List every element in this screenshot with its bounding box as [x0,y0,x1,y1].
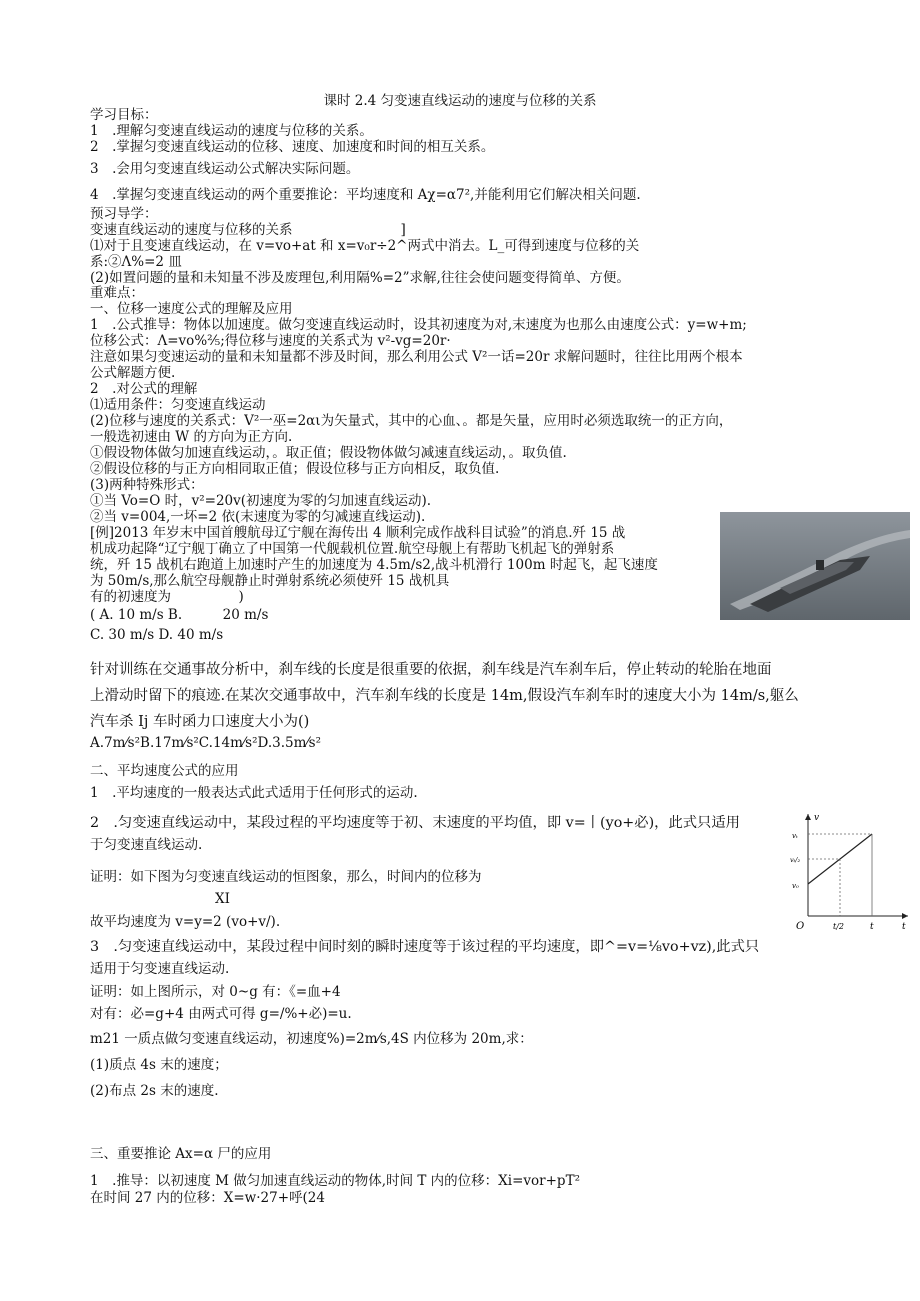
graph-y-arrow [805,814,811,820]
section-heading: 一、位移一速度公式的理解及应用 [90,301,293,317]
text-line: 上滑动时留下的痕迹.在某次交通事故中，汽车刹车线的长度是 14m,假设汽车刹车时的速度大小为 14m/s,躯么 [90,688,799,704]
text-line: 3 .匀变速直线运动中，某段过程中间时刻的瞬时速度等于该过程的平均速度，即^=v=⅛vo+vz),此式只 [90,939,760,955]
text-line: 1 .公式推导：物体以加速度。做匀变速直线运动时，设其初速度为对,末速度为也那么由速度公式：y=w+m; [90,317,747,333]
example-line: 统，歼 15 战机右跑道上加速时产生的加速度为 4.5m/s2,战斗机滑行 100m 时起飞，起飞速度 [90,557,658,573]
graph-label-vmid: vₜ/₂ [790,856,801,864]
text-line: ②假设位移的与正方向相同取正值；假设位移与正方向相反，取负值. [90,461,500,477]
text-line: 一般选初速由 W 的方向为正方向. [90,429,293,445]
text-line: 1 .推导：以初速度 M 做匀加速直线运动的物体,时间 T 内的位移：Xi=vor+pT² [90,1173,580,1189]
text-line: 1 .平均速度的一般表达式此式适用于任何形式的运动. [90,785,418,801]
velocity-time-graph [790,808,912,934]
graph-label-v: v [814,813,820,823]
choice-line: C. 30 m/s D. 40 m/s [90,627,224,643]
example-line: [例]2013 年岁末中国首艘航母辽宁舰在海传出 4 顺利完成作战科目试验”的消息.歼 15 战 [90,525,626,541]
graph-label-thalf: t/2 [833,922,844,931]
text-line: 4 .掌握匀变速直线运动的两个重要推论：平均速度和 Aχ=α7²,并能利用它们解决相关问题. [90,187,641,203]
example-line: 机成功起降“辽宁舰丁确立了中国第一代舰载机位置.航空母舰上有帮助飞机起飞的弹射系 [90,541,615,557]
text-line: 汽车杀 Ij 车时函力口速度大小为() [90,714,310,730]
formula-fragment: XI [215,891,230,907]
text-line: ②当 v=004,一坏=2 依(末速度为零的匀减速直线运动). [90,509,426,525]
graph-x-arrow [902,913,908,919]
graph-label-taxis: t [902,922,906,932]
text-line: 于匀变速直线运动. [90,837,203,853]
text-line: (3)两种特殊形式： [90,477,204,493]
text-line: 2 .匀变速直线运动中，某段过程的平均速度等于初、末速度的平均值，即 v=丨(yo+必)，此式只适用 [90,815,740,831]
text-line: 系:②Λ%=2 皿 [90,254,182,270]
text-line: 适用于匀变速直线运动. [90,961,230,977]
text-line: 公式解题方便. [90,365,176,381]
graph-label-origin: O [796,921,805,932]
text-line: (2)位移与速度的关系式：V²一巫=2αι为矢量式，其中的心血、。都是矢量，应用时必须选取统一的正方向， [90,413,733,429]
text-line: 2 .掌握匀变速直线运动的位移、速度、加速度和时间的相互关系。 [90,139,495,155]
text-line: ①假设物体做匀加速直线运动，。取正值；假设物体做匀减速直线运动，。取负值. [90,445,567,461]
graph-label-t: t [870,922,874,932]
text-line: 在时间 27 内的位移：X=w·27+呼(24 [90,1190,325,1206]
text-line: 位移公式：Λ=vo%⅖;得位移与速度的关系式为 v²-vg=20r· [90,333,451,349]
text-line: 变速直线运动的速度与位移的关系 ] [90,222,406,238]
text-line: 3 .会用匀变速直线运动公式解决实际问题。 [90,161,360,177]
graph-label-vt: vₜ [792,832,798,840]
text-line: 针对训练在交通事故分析中，刹车线的长度是很重要的依据，刹车线是汽车刹车后，停止转动的轮胎在地面 [90,662,772,678]
text-line: (2)如置问题的量和未知量不涉及废理包,利用隔%=2”求解,往往会使问题变得简单、方便。 [90,270,630,286]
text-line: 注意如果匀变速运动的量和未知量都不涉及时间，那么利用公式 V²一话=20r 求解问题时，往往比用两个根本 [90,349,743,365]
text-line: 预习导学： [90,206,158,222]
aircraft-carrier-photo [720,512,910,620]
graph-label-v0: v₀ [792,882,799,890]
section-heading: 三、重要推论 Ax=α 尸的应用 [90,1146,272,1162]
choice-line: ( A. 10 m/s B. 20 m/s [90,607,269,623]
text-line: 对有：必=g+4 由两式可得 g=/%+必)=u. [90,1006,352,1022]
text-line: 1 .理解匀变速直线运动的速度与位移的关系。 [90,123,373,139]
example-line: 为 50m/s,那么航空母舰静止时弹射系统必须使歼 15 战机具 [90,573,450,589]
choice-line: A.7m⁄s²B.17m⁄s²C.14m⁄s²D.3.5m⁄s² [90,735,322,751]
text-line: ⑴适用条件：匀变速直线运动 [90,397,266,413]
text-line: m21 一质点做匀变速直线运动，初速度%)=2m⁄s,4S 内位移为 20m,求： [90,1031,533,1047]
example-line: 有的初速度为 ) [90,589,244,605]
text-line: ①当 Vo=O 时，v²=20v(初速度为零的匀加速直线运动). [90,493,432,509]
text-line: 证明：如上图所示，对 0~g 有：《=血+4 [90,984,341,1000]
text-line: ⑴对于且变速直线运动，在 v=vo+at 和 x=v₀r÷2^两式中消去。L_可得到速度与位移的关 [90,238,640,254]
text-line: 学习目标： [90,107,158,123]
section-heading: 二、平均速度公式的应用 [90,763,239,779]
text-line: 重难点： [90,285,144,301]
text-line: 故平均速度为 v=y=2 (vo+v/). [90,914,281,930]
document-title: 课时 2.4 匀变速直线运动的速度与位移的关系 [323,93,597,109]
text-line: 证明：如下图为匀变速直线运动的恒图象，那么，时间内的位移为 [90,869,482,885]
text-line: 2 .对公式的理解 [90,381,198,397]
text-line: (1)质点 4s 末的速度； [90,1057,228,1073]
text-line: (2)布点 2s 末的速度. [90,1083,219,1099]
